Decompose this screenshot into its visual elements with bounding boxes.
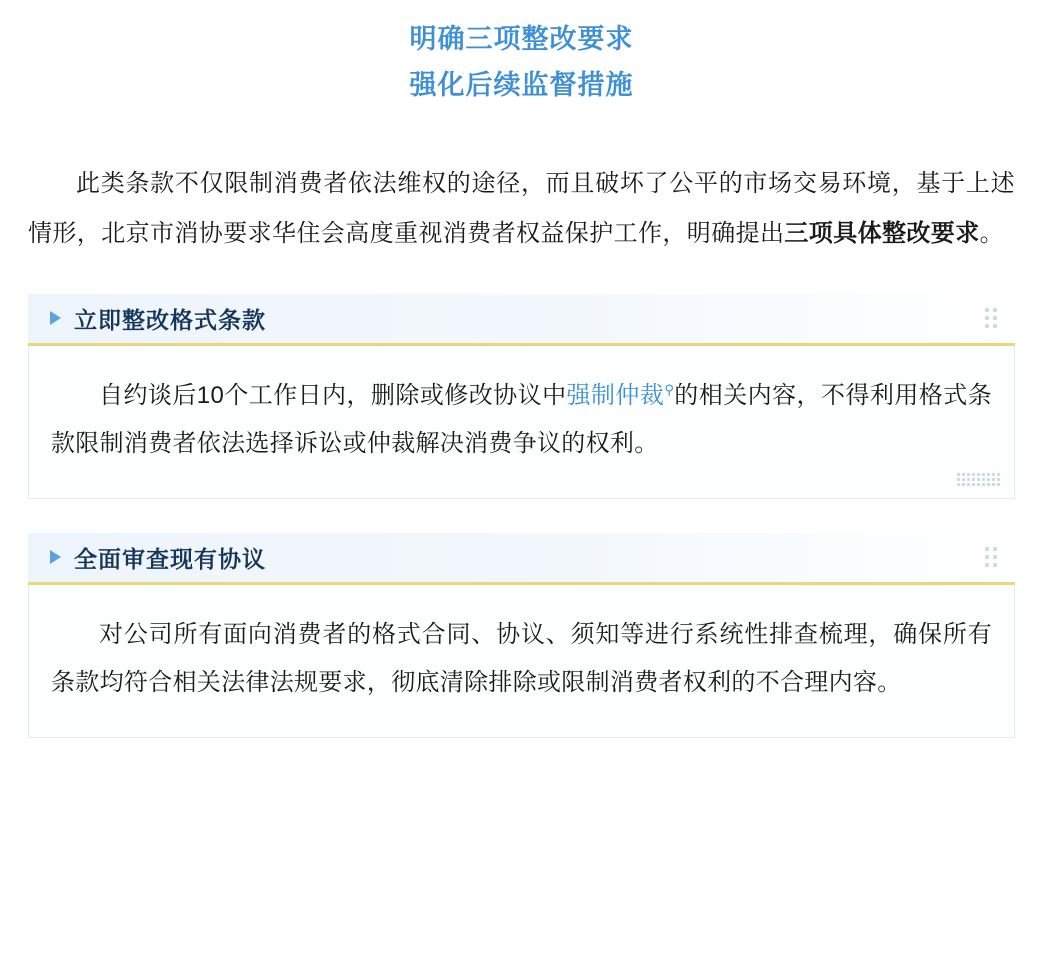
section-body-1 [28, 346, 1015, 499]
triangle-bullet-icon [50, 311, 61, 325]
page-title-line-1: 明确三项整改要求 [409, 24, 634, 54]
intro-bold-phrase: 三项具体整改要求 [784, 220, 980, 248]
search-icon[interactable]: ⚲ [664, 381, 675, 397]
page-title [28, 16, 1015, 109]
section-header-1 [28, 294, 1015, 346]
section-block-1 [28, 294, 1015, 499]
section-title-1: 立即整改格式条款 [74, 306, 266, 333]
intro-paragraph [28, 159, 1015, 260]
section-title-2: 全面审查现有协议 [74, 545, 266, 572]
page-title-line-2: 强化后续监督措施 [409, 70, 634, 101]
section-1-text-part-2: 的相关内容，不得利用格式条款限制消费者依法选择诉讼或仲裁解决消费争议的权利。 [51, 381, 992, 457]
keyword-link-forced-arbitration[interactable] [567, 382, 675, 409]
keyword-text: 强制仲裁 [566, 381, 665, 409]
section-paragraph-2: 对公司所有面向消费者的格式合同、协议、须知等进行系统性排查梳理，确保所有条款均符合相关法律法规要求，彻底清除排除或限制消费者权利的不合理内容。 [51, 620, 992, 696]
section-block-2 [28, 533, 1015, 738]
section-1-text-part-1: 自约谈后10个工作日内，删除或修改协议中 [99, 381, 567, 409]
section-body-2 [28, 585, 1015, 738]
corner-dots-decoration-1 [957, 473, 1000, 486]
section-paragraph-1 [51, 372, 992, 468]
section-header-2 [28, 533, 1015, 585]
grip-dots-icon-2 [985, 547, 997, 567]
triangle-bullet-icon [50, 550, 61, 564]
intro-text-part-1: 此类条款不仅限制消费者依法维权的途径，而且破坏了公平的市场交易环境，基于上述情形，北京市消协要求华住会高度重视消费者权益保护工作，明确提出 [28, 169, 1015, 248]
grip-dots-icon-1 [985, 308, 997, 328]
intro-text-part-2: 。 [979, 220, 1005, 248]
